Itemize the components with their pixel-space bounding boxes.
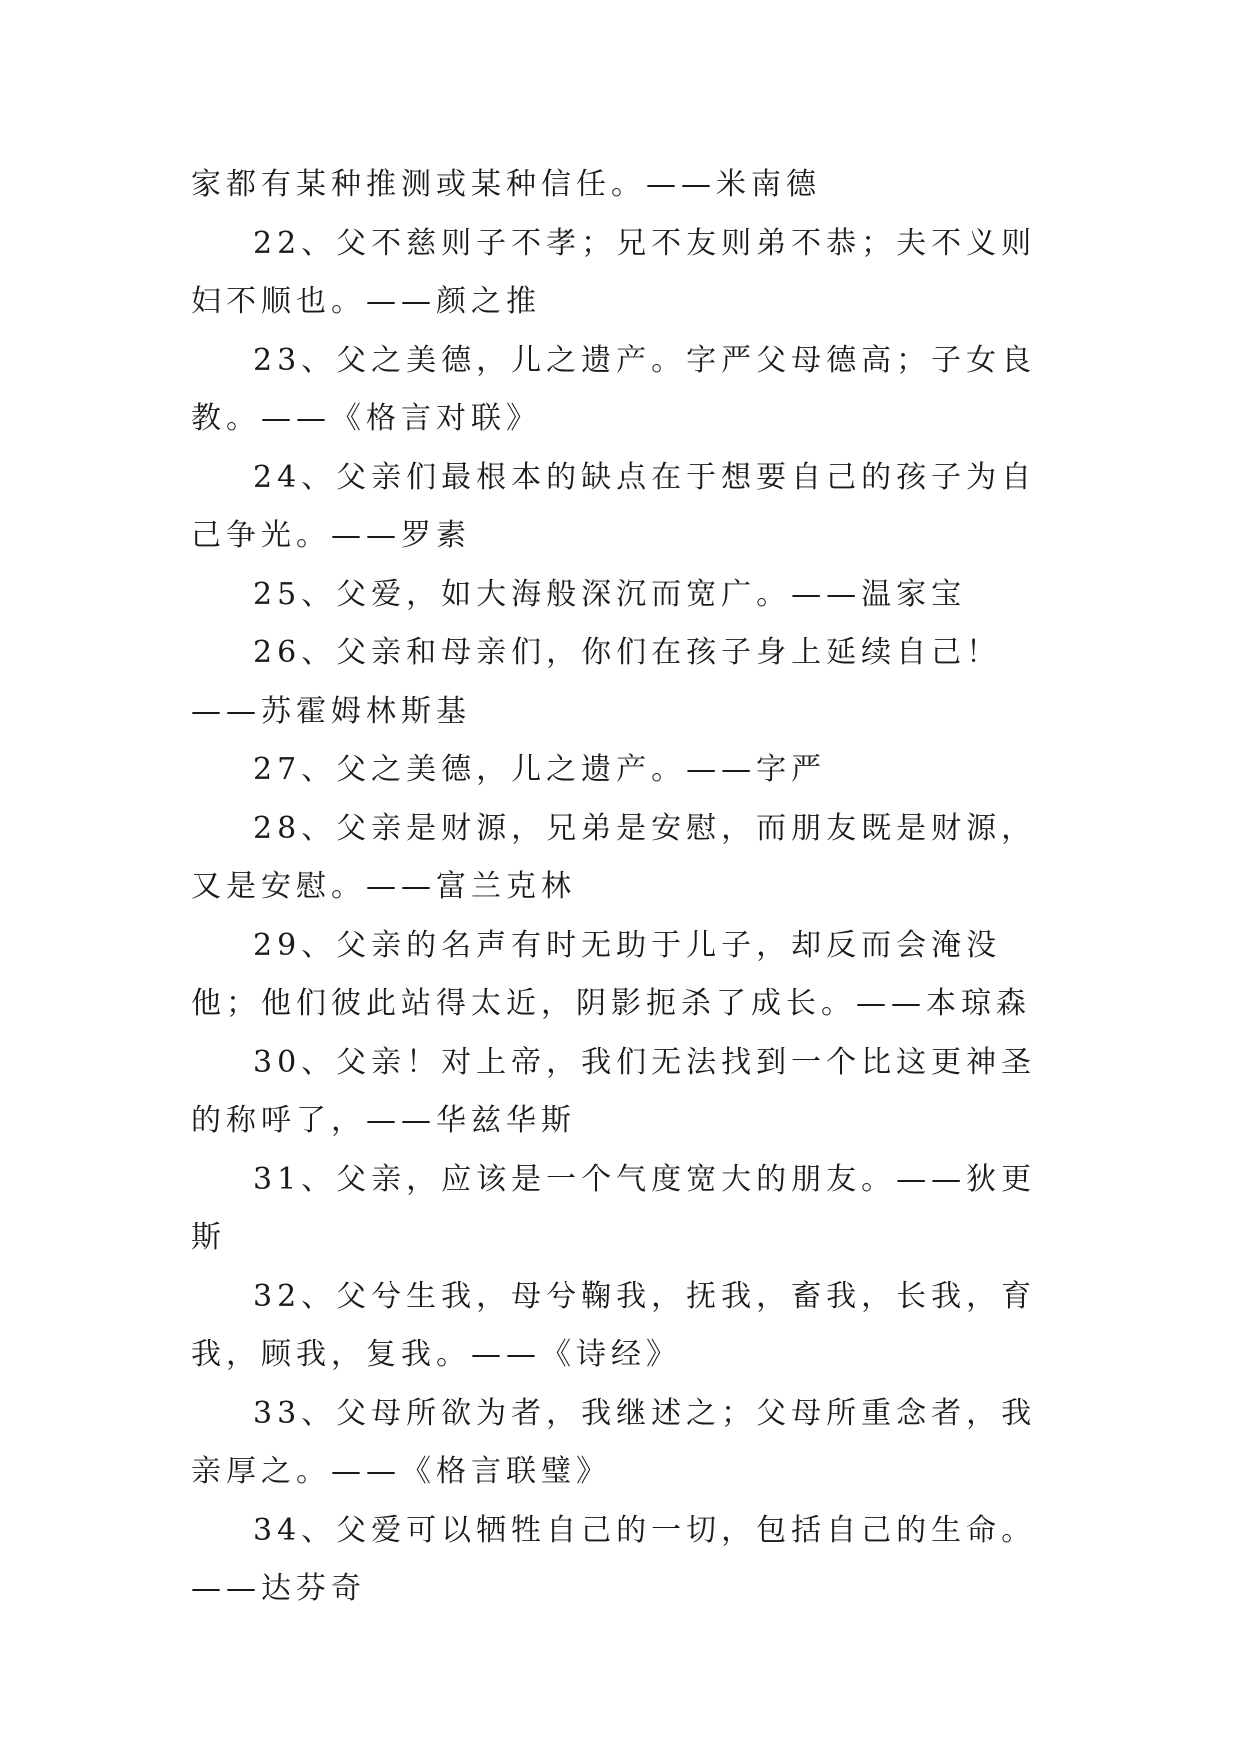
quote-paragraph-continuation: 家都有某种推测或某种信任。——米南德 bbox=[191, 167, 821, 202]
quote-29: 29、父亲的名声有时无助于儿子，却反而会淹没他；他们彼此站得太近，阴影扼杀了成长。——本琼森 bbox=[191, 927, 1031, 1021]
quote-23: 23、父之美德，儿之遗产。字严父母德高；子女良教。——《格言对联》 bbox=[191, 342, 1037, 436]
quote-33: 33、父母所欲为者，我继述之；父母所重念者，我亲厚之。——《格言联璧》 bbox=[191, 1395, 1037, 1489]
quote-32: 32、父兮生我，母兮鞠我，抚我，畜我，长我，育我，顾我，复我。——《诗经》 bbox=[191, 1278, 1037, 1372]
quote-30: 30、父亲！对上帝，我们无法找到一个比这更神圣的称呼了，——华兹华斯 bbox=[191, 1044, 1037, 1138]
quote-22: 22、父不慈则子不孝；兄不友则弟不恭；夫不义则妇不顺也。——颜之推 bbox=[191, 225, 1037, 319]
quote-26: 26、父亲和母亲们，你们在孩子身上延续自己！——苏霍姆林斯基 bbox=[191, 635, 1002, 729]
quote-28: 28、父亲是财源，兄弟是安慰，而朋友既是财源，又是安慰。——富兰克林 bbox=[191, 810, 1037, 904]
quote-31: 31、父亲，应该是一个气度宽大的朋友。——狄更斯 bbox=[191, 1161, 1037, 1255]
document-body bbox=[191, 156, 1071, 1619]
quote-34: 34、父爱可以牺牲自己的一切，包括自己的生命。——达芬奇 bbox=[191, 1512, 1037, 1606]
quote-25: 25、父爱，如大海般深沉而宽广。——温家宝 bbox=[253, 576, 967, 612]
quote-27: 27、父之美德，儿之遗产。——字严 bbox=[253, 752, 827, 787]
quote-24: 24、父亲们最根本的缺点在于想要自己的孩子为自己争光。——罗素 bbox=[191, 459, 1037, 553]
